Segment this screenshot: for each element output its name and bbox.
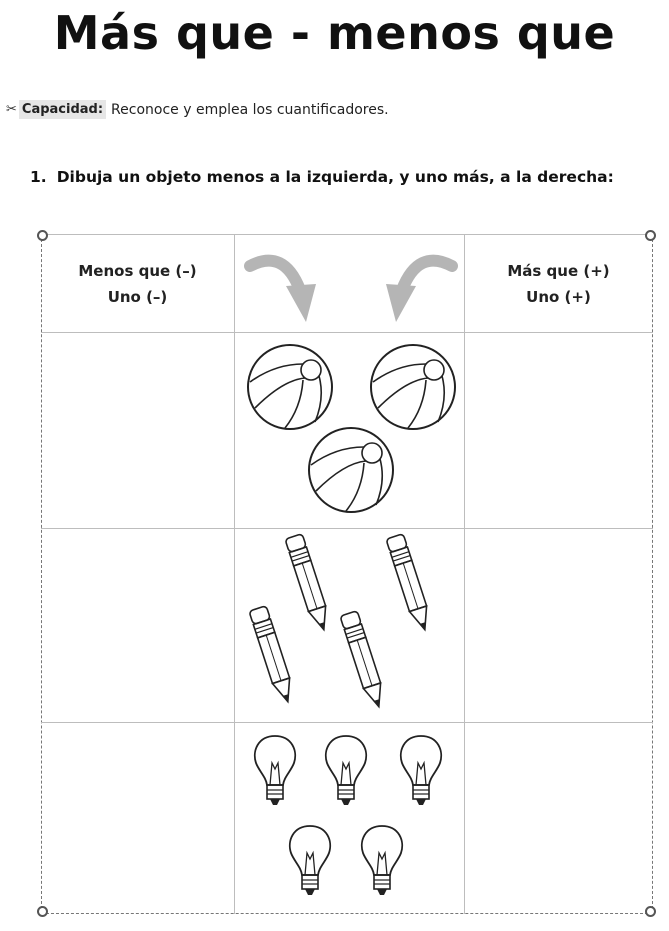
left-header — [41, 258, 234, 310]
pencil-icon — [339, 609, 389, 714]
pin-icon — [645, 906, 656, 917]
column-divider — [464, 234, 465, 914]
pin-icon — [37, 906, 48, 917]
pencil-icon — [248, 604, 298, 709]
worksheet-table — [41, 234, 653, 914]
pin-icon — [37, 230, 48, 241]
row-divider — [41, 722, 653, 723]
right-header-line1: Más que (+) — [507, 262, 610, 280]
beach-ball-icon — [245, 342, 335, 432]
curved-arrow-icon — [244, 250, 324, 325]
light-bulb-icon — [250, 733, 300, 811]
left-cell-row1 — [41, 234, 653, 235]
curved-arrow-icon — [378, 250, 458, 325]
row-divider — [41, 528, 653, 529]
right-header — [464, 258, 653, 310]
light-bulb-icon — [357, 823, 407, 901]
row-divider — [41, 332, 653, 333]
left-header-line1: Menos que (–) — [78, 262, 197, 280]
right-header-line2: Uno (+) — [526, 288, 591, 306]
left-header-line2: Uno (–) — [107, 288, 168, 306]
pencil-icon — [385, 532, 435, 637]
scissors-icon: ✂ — [6, 102, 17, 117]
beach-ball-icon — [368, 342, 458, 432]
instruction-text: Dibuja un objeto menos a la izquierda, y uno más, a la derecha: — [56, 168, 614, 186]
light-bulb-icon — [321, 733, 371, 811]
page-title: Más que - menos que — [53, 6, 616, 60]
light-bulb-icon — [285, 823, 335, 901]
capacity-line — [6, 100, 389, 119]
beach-ball-icon — [306, 425, 396, 515]
capacity-label: Capacidad: — [19, 100, 106, 119]
instruction — [30, 168, 614, 186]
light-bulb-icon — [396, 733, 446, 811]
column-divider — [234, 234, 235, 914]
capacity-text: Reconoce y emplea los cuantificadores. — [111, 101, 389, 118]
instruction-number: 1. — [30, 168, 47, 186]
pin-icon — [645, 230, 656, 241]
